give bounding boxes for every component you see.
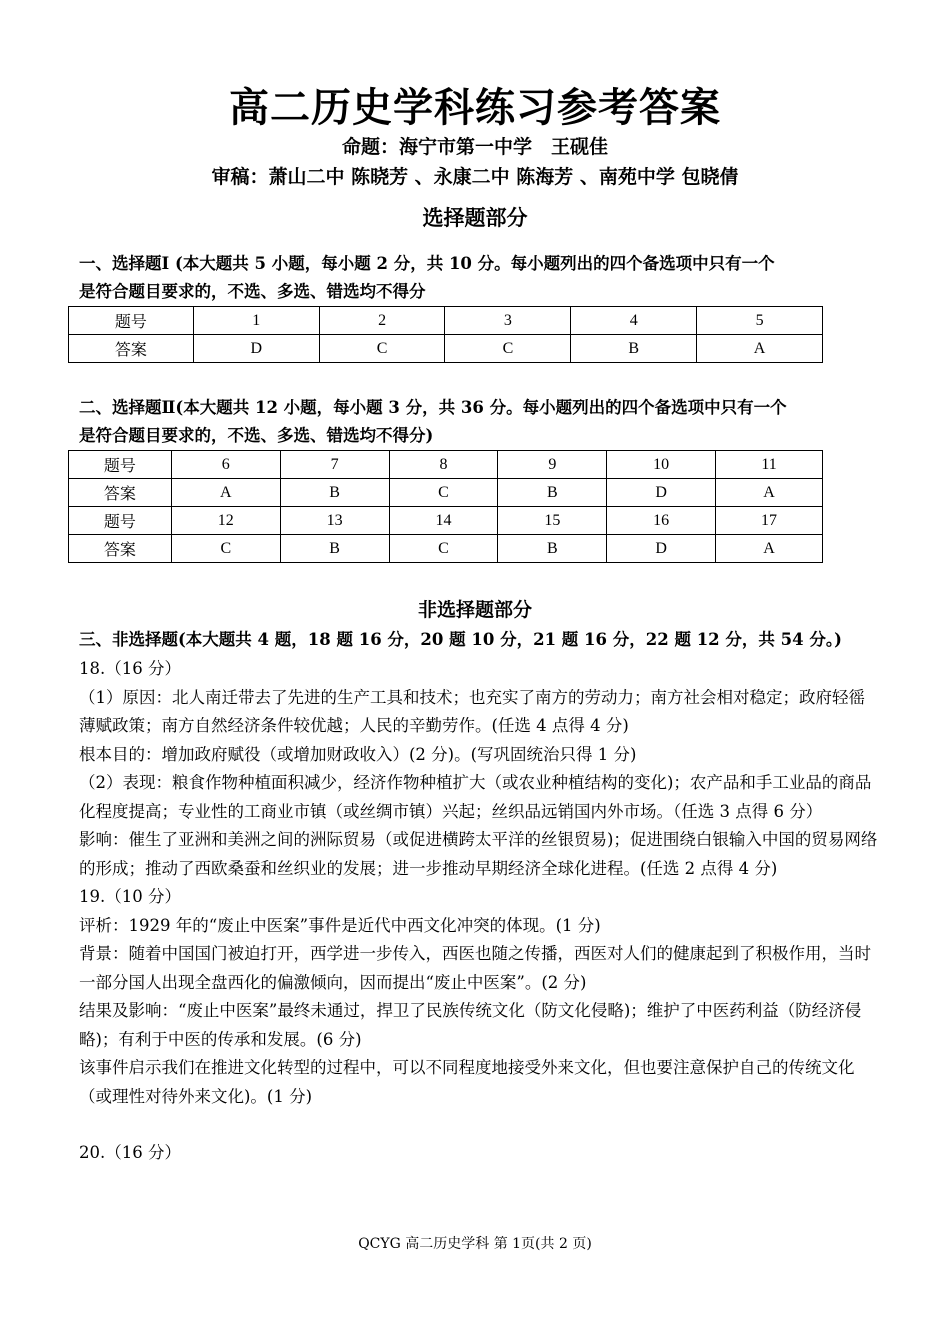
table-row [69,479,823,507]
q19-paragraph: 背景：随着中国国门被迫打开，西学进一步传入，西医也随之传播，西医对人们的健康起到了积极作用，当时一部分国人出现全盘西化的偏激倾向，因而提出“废止中医案”。(2 分) [79,944,871,992]
part1-heading [79,250,879,306]
section-title-multiple-choice: 选择题部分 [422,205,528,230]
question-number: 6 [171,451,280,479]
part1-heading-line1: 一、选择题Ⅰ (本大题共 5 小题，每小题 2 分，共 10 分。每小题列出的四个备选项中只有一个 [79,254,775,273]
table-row [69,335,823,363]
answer-cell: C [445,335,571,363]
question-number: 1 [193,307,319,335]
question-number: 14 [389,507,498,535]
q19-paragraph: 结果及影响：“废止中医案”最终未通过，捍卫了民族传统文化（防文化侵略)；维护了中医药利益（防经济侵略)；有利于中医的传承和发展。(6 分) [79,1001,862,1049]
part1-heading-line2: 是符合题目要求的，不选、多选、错选均不得分 [79,282,426,301]
answer-cell: C [389,535,498,563]
section-title-non-multiple-choice: 非选择题部分 [417,599,532,621]
row-label-answer: 答案 [69,335,194,363]
q19-label: 19.（10 分） [79,887,181,906]
answer-cell: B [280,479,389,507]
row-label-question: 题号 [69,307,194,335]
question-number: 9 [498,451,607,479]
q18-paragraph: （2）表现：粮食作物种植面积减少，经济作物种植扩大（或农业种植结构的变化)；农产品和手工业品的商品化程度提高；专业性的工商业市镇（或丝绸市镇）兴起；丝织品远销国内外市场。（任选 3 点得 6 分） [79,773,872,821]
question-number: 11 [716,451,823,479]
q18-paragraph: 影响：催生了亚洲和美洲之间的洲际贸易（或促进横跨太平洋的丝银贸易)；促进围绕白银输入中国的贸易网络的形成；推动了西欧桑蚕和丝织业的发展；进一步推动早期经济全球化进程。(任选 2 点得 4 分) [79,830,878,878]
answer-cell: D [607,535,716,563]
answers-body [79,655,879,1168]
part2-heading-line1: 二、选择题Ⅱ(本大题共 12 小题，每小题 3 分，共 36 分。每小题列出的四个备选项中只有一个 [79,398,787,417]
q20-label: 20.（16 分） [79,1143,181,1162]
table-row [69,451,823,479]
answer-cell: B [498,535,607,563]
question-number: 12 [171,507,280,535]
answer-cell: B [571,335,697,363]
q18-label: 18.（16 分） [79,659,181,678]
answer-cell: C [319,335,445,363]
row-label-answer: 答案 [69,479,172,507]
q19-paragraph: 评析：1929 年的“废止中医案”事件是近代中西文化冲突的体现。(1 分) [79,915,601,935]
answer-cell: C [171,535,280,563]
answer-cell: A [171,479,280,507]
part2-heading-line2: 是符合题目要求的，不选、多选、错选均不得分) [79,426,434,445]
table-row [69,507,823,535]
answer-cell: A [716,535,823,563]
question-number: 2 [319,307,445,335]
row-label-question: 题号 [69,507,172,535]
answer-cell: A [716,479,823,507]
answer-cell: D [193,335,319,363]
part1-answer-table [68,306,823,363]
answer-cell: C [389,479,498,507]
part2-answer-table [68,450,823,563]
part2-heading [79,394,879,450]
q18-paragraph: （1）原因：北人南迁带去了先进的生产工具和技术；也充实了南方的劳动力；南方社会相对稳定；政府轻徭薄赋政策；南方自然经济条件较优越；人民的辛勤劳作。(任选 4 点得 4 分) [79,687,865,735]
question-number: 16 [607,507,716,535]
question-number: 10 [607,451,716,479]
row-label-question: 题号 [69,451,172,479]
question-number: 3 [445,307,571,335]
part3-heading: 三、非选择题(本大题共 4 题，18 题 16 分，20 题 10 分，21 题 16 分，22 题 12 分，共 54 分。) [79,630,842,649]
author-line: 命题：海宁市第一中学 王砚佳 [341,136,608,158]
question-number: 8 [389,451,498,479]
table-row [69,307,823,335]
row-label-answer: 答案 [69,535,172,563]
answer-cell: A [697,335,823,363]
answer-cell: B [498,479,607,507]
answer-cell: B [280,535,389,563]
page-title: 高二历史学科练习参考答案 [229,84,721,131]
reviewer-line: 审稿：萧山二中 陈晓芳 、永康二中 陈海芳 、南苑中学 包晓倩 [211,166,739,188]
q18-paragraph: 根本目的：增加政府赋役（或增加财政收入）(2 分)。(写巩固统治只得 1 分) [79,744,637,764]
question-number: 15 [498,507,607,535]
q19-paragraph: 该事件启示我们在推进文化转型的过程中，可以不同程度地接受外来文化，但也要注意保护自己的传统文化（或理性对待外来文化)。(1 分) [79,1058,855,1106]
question-number: 7 [280,451,389,479]
question-number: 17 [716,507,823,535]
page-footer: QCYG 高二历史学科 第 1页(共 2 页) [358,1236,592,1252]
question-number: 5 [697,307,823,335]
question-number: 4 [571,307,697,335]
table-row [69,535,823,563]
question-number: 13 [280,507,389,535]
answer-cell: D [607,479,716,507]
